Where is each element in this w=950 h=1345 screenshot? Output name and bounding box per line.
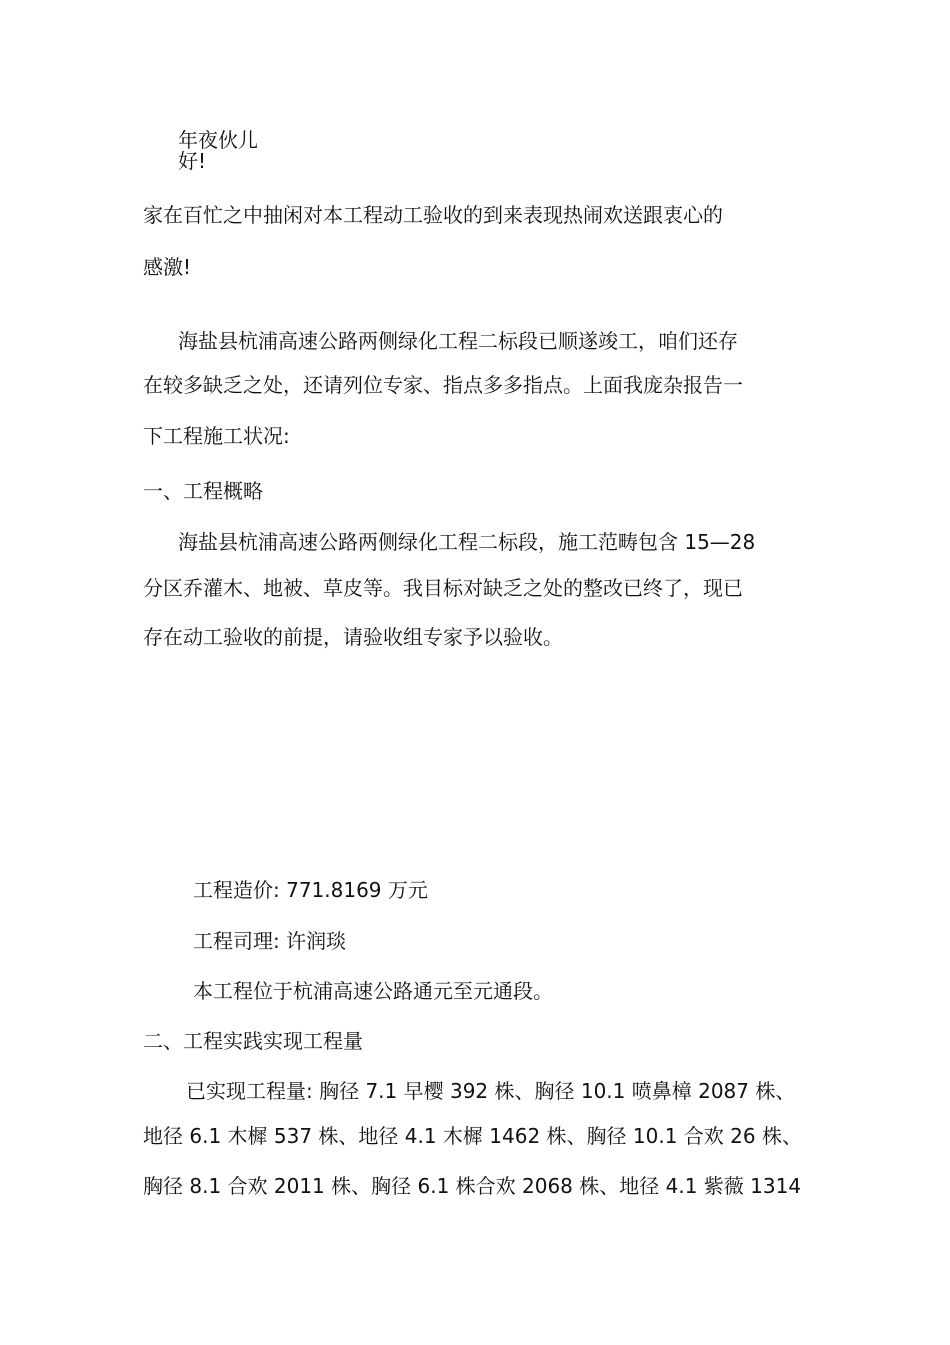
location-line: 本工程位于杭浦高速公路通元至元通段。	[193, 979, 553, 1003]
section2-line-1: 已实现工程量: 胸径 7.1 早樱 392 株、胸径 10.1 喷鼻樟 2087 株、	[186, 1079, 796, 1103]
thanks-line-1: 家在百忙之中抽闲对本工程动工验收的到来表现热闹欢送跟衷心的	[143, 203, 723, 227]
section1-heading: 一、工程概略	[143, 479, 263, 503]
greeting-line-2: 好!	[178, 149, 207, 173]
section1-line-2: 分区乔灌木、地被、草皮等。我目标对缺乏之处的整改已终了，现已	[143, 576, 743, 600]
section1-line-1: 海盐县杭浦高速公路两侧绿化工程二标段，施工范畴包含 15—28	[178, 530, 756, 554]
section2-heading: 二、工程实践实现工程量	[143, 1029, 363, 1053]
thanks-line-2: 感激!	[143, 255, 192, 279]
section2-line-2: 地径 6.1 木樨 537 株、地径 4.1 木樨 1462 株、胸径 10.1 合欢 26 株、	[143, 1124, 802, 1148]
cost-line: 工程造价: 771.8169 万元	[193, 878, 428, 902]
section1-line-3: 存在动工验收的前提，请验收组专家予以验收。	[143, 625, 563, 649]
section2-line-3: 胸径 8.1 合欢 2011 株、胸径 6.1 株合欢 2068 株、地径 4.1 紫薇 1314	[143, 1174, 802, 1198]
intro-line-3: 下工程施工状况:	[143, 424, 290, 448]
intro-line-1: 海盐县杭浦高速公路两侧绿化工程二标段已顺遂竣工，咱们还存	[178, 329, 738, 353]
manager-line: 工程司理: 许润琰	[193, 929, 347, 953]
intro-line-2: 在较多缺乏之处，还请列位专家、指点多多指点。上面我庞杂报告一	[143, 373, 743, 397]
greeting-line-1: 年夜伙儿	[178, 128, 258, 152]
